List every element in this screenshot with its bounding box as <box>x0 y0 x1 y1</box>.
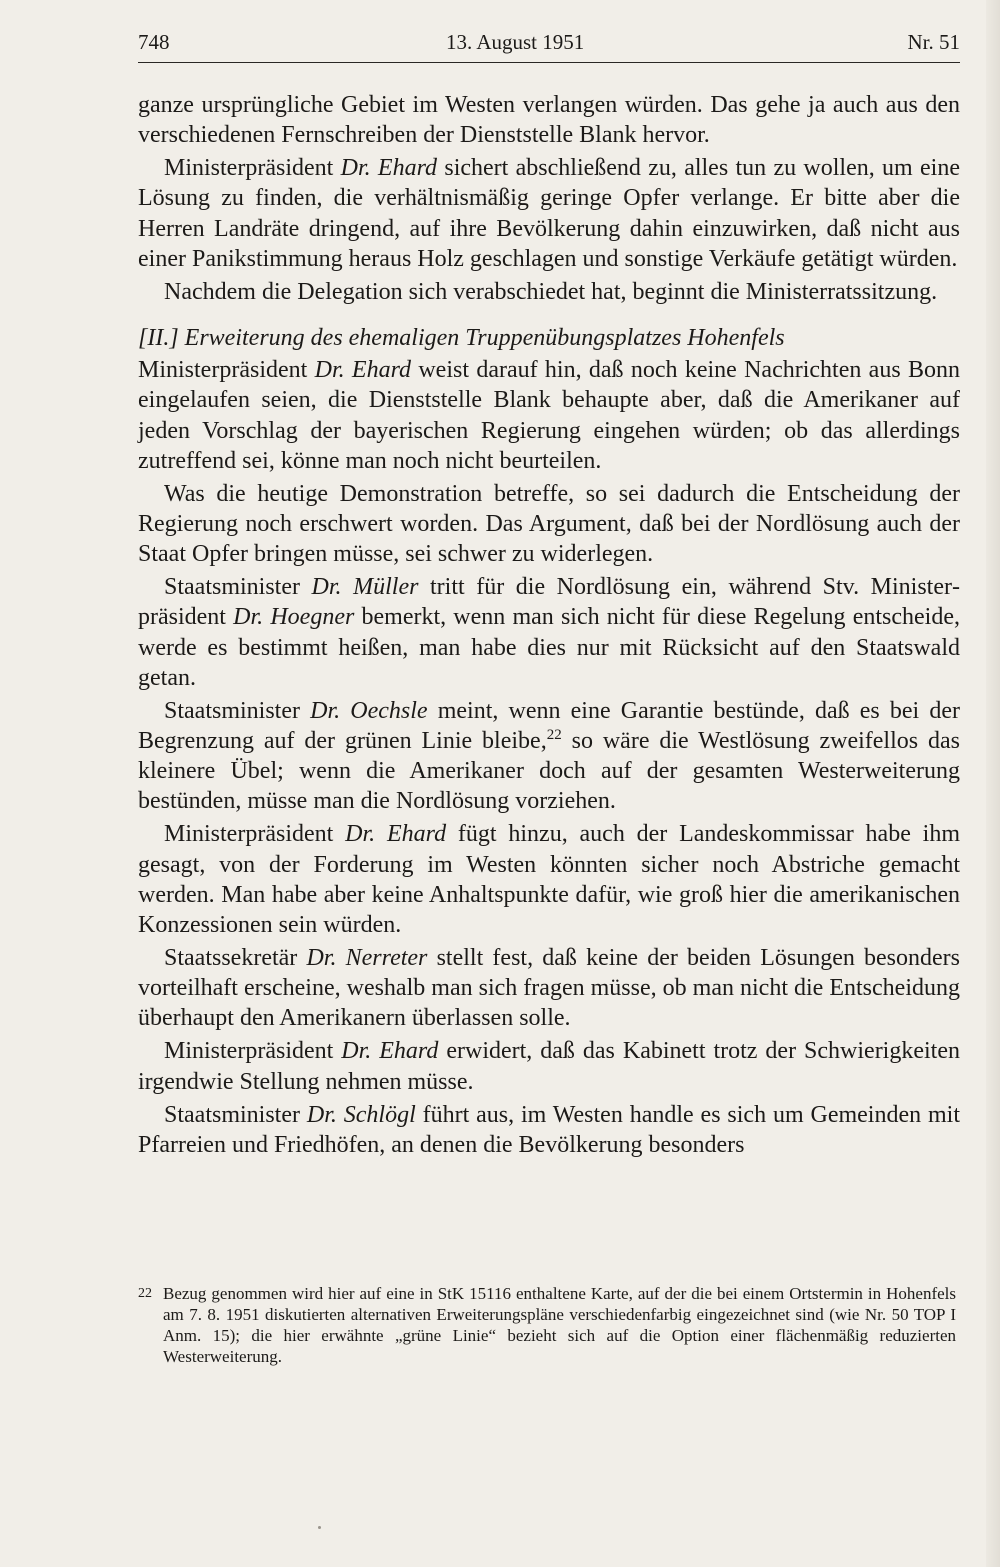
speaker-name: Dr. Hoegner <box>233 604 355 631</box>
paragraph-text: sichert abschließend zu, alles tun zu wollen, um eine Lösung zu finden, die verhältnismäßig geringe Opfer verlange. Er bitte aber die Herren Landräte dringend, auf ihre Bevölkerung dahin einzuwirken, daß nicht aus einer Panikstimmung heraus Holz geschlagen und sonstige Verkäufe getätigt würden. <box>138 155 960 272</box>
speaker-name: Dr. Ehard <box>341 1038 439 1065</box>
speaker-name: Dr. Schlögl <box>306 1101 416 1128</box>
speaker-role: Ministerpräsident <box>164 821 346 848</box>
paragraph-11 <box>138 1100 960 1160</box>
speaker-role: Ministerpräsident <box>164 155 341 182</box>
paragraph-text: meint, wenn eine Garantie bestünde, daß es bei der Begrenzung auf der grünen Linie bleibe, <box>138 697 960 755</box>
speaker-name: Dr. Oechsle <box>310 697 428 724</box>
speaker-name: Dr. Ehard <box>314 357 412 384</box>
paragraph-text: weist darauf hin, daß noch keine Nachrichten aus Bonn eingelaufen seien, die Dienststelle Blank behaupte aber, daß die Amerikaner auf jeden Vorschlag der bayerischen Regierung eingehen würden; ob das allerdings zutreffend sei, könne man noch nicht beurteilen. <box>138 357 960 474</box>
speaker-role: Ministerpräsident <box>138 357 315 384</box>
paragraph-3 <box>138 277 960 307</box>
body-text <box>138 90 960 1163</box>
speaker-name: Dr. Ehard <box>340 155 438 182</box>
header-rule <box>138 62 960 63</box>
speaker-name: Dr. Müller <box>311 574 419 601</box>
speaker-role: Staatsminister <box>164 574 312 601</box>
speaker-role: Staatsminister <box>164 697 311 724</box>
speaker-name: Dr. Nerreter <box>306 945 428 972</box>
paragraph-text: bemerkt, wenn man sich nicht für diese Regelung entscheide, werde es bestimmt heißen, man habe dies nur mit Rücksicht auf den Staatswald getan. <box>138 604 960 691</box>
paper-speck <box>318 1526 321 1529</box>
paragraph-text: ganze ursprüngliche Gebiet im Westen verlangen würden. Das gehe ja auch aus den verschiedenen Fernschreiben der Dienststelle Blank hervor. <box>138 92 960 149</box>
page-number: 748 <box>138 30 170 54</box>
speaker-role: Staatssekretär <box>164 945 307 972</box>
paragraph-text: Was die heutige Demonstration betreffe, so sei dadurch die Entscheidung der Regierung noch erschwert worden. Das Argument, daß bei der Nordlösung auch der Staat Opfer bringen müsse, sei schwer zu widerlegen. <box>138 480 960 568</box>
section-number: [II.] <box>138 325 179 352</box>
paragraph-text: stellt fest, daß keine der beiden Lösungen besonders vorteilhaft erscheine, weshalb man sich fragen müsse, ob man nicht die Entscheidung überhaupt den Amerikanern überlassen solle. <box>138 945 960 1032</box>
paragraph-2 <box>138 153 960 274</box>
paragraph-text: führt aus, im Westen handle es sich um Gemeinden mit Pfarreien und Friedhöfen, an denen die Bevölkerung besonders <box>138 1101 960 1158</box>
section-heading <box>138 323 960 353</box>
page-edge <box>986 0 1000 1567</box>
paragraph-5 <box>138 479 960 570</box>
speaker-role: Staatsminister <box>164 1101 307 1128</box>
speaker-name: Dr. Ehard <box>345 821 447 848</box>
paragraph-text: fügt hinzu, auch der Landeskommissar habe ihm gesagt, von der Forderung im Westen könnten sicher noch Abstriche gemacht werden. Man habe aber keine Anhaltspunkte dafür, wie groß hier die amerikanischen Konzessionen sein würden. <box>138 821 961 939</box>
running-header <box>138 26 960 60</box>
paragraph-6 <box>138 572 960 693</box>
footnote <box>138 1283 956 1367</box>
paragraph-8 <box>138 819 960 940</box>
paragraph-text: erwidert, daß das Kabinett trotz der Schwierigkeiten irgendwie Stellung nehmen müsse. <box>138 1038 960 1095</box>
paragraph-10 <box>138 1036 960 1096</box>
paragraph-text: tritt für die Nordlösung ein, während Stv. Ministerpräsident <box>138 574 960 631</box>
issue-number: Nr. 51 <box>907 30 960 54</box>
paragraph-text: Nachdem die Delegation sich verabschiedet hat, beginnt die Ministerratssitzung. <box>164 278 938 305</box>
paragraph-4 <box>138 355 960 476</box>
footnote-number: 22 <box>138 1286 152 1301</box>
footnote-text: Bezug genommen wird hier auf eine in StK 15116 enthaltene Karte, auf der die bei einem Ortstermin in Hohenfels am 7. 8. 1951 diskutierten alternativen Erweiterungspläne verschiedenfarbig eingezeichnet sind (wie Nr. 50 TOP I Anm. 15); die hier erwähnte „grüne Linie“ bezieht sich auf die Option einer flächenmäßig reduzierten Westerweiterung. <box>163 1284 956 1366</box>
footnote-reference: 22 <box>546 727 562 744</box>
speaker-role: Ministerpräsident <box>164 1038 342 1065</box>
paragraph-7 <box>138 696 960 817</box>
section-title: Erweiterung des ehemaligen Truppenübungsplatzes Hohenfels <box>184 325 785 352</box>
paragraph-9 <box>138 943 960 1034</box>
header-date: 13. August 1951 <box>446 30 585 54</box>
paragraph-text: so wäre die Westlösung zweifellos das kleinere Übel; wenn die Amerikaner doch auf der gesamten Westerweiterung bestünden, müsse man die Nordlösung vorziehen. <box>138 728 960 815</box>
paragraph-1 <box>138 90 960 150</box>
